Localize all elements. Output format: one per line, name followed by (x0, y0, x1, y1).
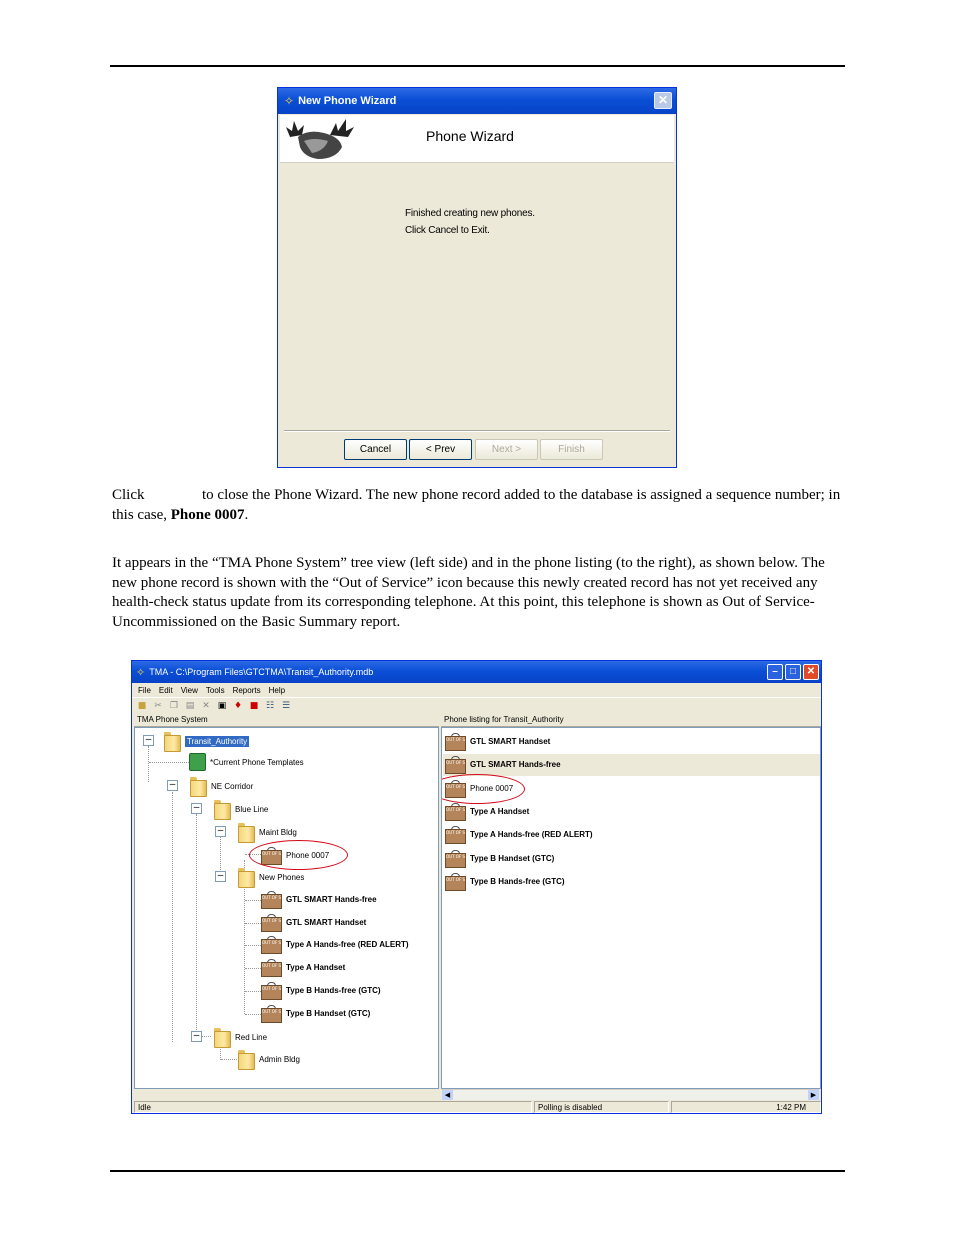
listing-label: Phone 0007 (470, 783, 514, 793)
tree-pane[interactable] (134, 727, 439, 1089)
collapse-blue-line-icon[interactable]: – (191, 803, 202, 814)
tree-label-phone: Type B Hands-free (GTC) (286, 985, 381, 995)
menu-edit[interactable]: Edit (158, 685, 173, 695)
report-icon[interactable]: ■ (249, 700, 259, 711)
phone-number-bold: Phone 0007 (170, 506, 245, 523)
wizard-title: New Phone Wizard (298, 95, 397, 107)
out-of-service-icon (445, 826, 465, 842)
folder-icon (213, 799, 231, 819)
tree-node-phone[interactable] (261, 959, 345, 975)
folder-icon (237, 1049, 255, 1069)
new-phone-wizard-window (277, 87, 677, 468)
listing-label: Type B Hands-free (GTC) (470, 876, 565, 886)
description-paragraph: It appears in the “TMA Phone System” tree view (left side) and in the phone listing (to the right), as shown below. The new phone record is shown with the “Out of Service” icon because this newly created record has not yet received any health-check status update from its corresponding telephone. At this point, this telephone is shown as Out of Service-Uncommissioned on the Basic Summary report. (112, 555, 825, 630)
tree-pane-header: TMA Phone System (134, 714, 439, 727)
out-of-service-icon (445, 756, 465, 772)
wizard-title-bar[interactable] (278, 88, 676, 114)
scroll-left-icon[interactable]: ◀ (442, 1090, 453, 1100)
paste-icon[interactable]: ▤ (185, 700, 195, 711)
wizard-app-icon: ✧ (284, 94, 295, 108)
wizard-heading: Phone Wizard (426, 128, 514, 144)
tree-label-maint-bldg: Maint Bldg (259, 827, 297, 837)
out-of-service-icon (445, 873, 465, 889)
listing-row[interactable] (445, 826, 593, 842)
out-of-service-icon (261, 891, 281, 907)
properties-icon[interactable]: ▣ (217, 700, 227, 711)
listing-label: Type B Handset (GTC) (470, 853, 555, 863)
top-rule (110, 65, 845, 67)
folder-icon (213, 1027, 231, 1047)
cancel-button[interactable]: Cancel (344, 439, 407, 460)
listing-label: GTL SMART Handset (470, 736, 551, 746)
listing-pane-header: Phone listing for Transit_Authority (441, 714, 821, 727)
sort-icon[interactable]: ☰ (281, 700, 291, 711)
listing-row[interactable] (445, 803, 529, 819)
tree-label-admin-bldg: Admin Bldg (259, 1054, 300, 1064)
tree-node-phone[interactable] (261, 891, 377, 907)
status-bar (132, 1100, 821, 1113)
paragraph-period: . (244, 506, 249, 523)
tree-label-red-line: Red Line (235, 1032, 268, 1042)
wizard-close-icon[interactable]: ✕ (654, 92, 672, 109)
collapse-new-phones-icon[interactable]: – (215, 871, 226, 882)
folder-icon (237, 867, 255, 887)
tma-main-window (131, 660, 822, 1114)
paragraph-close-text: to close the Phone Wizard. The new phone record added to the database is assigned a sequence number; in this case, (112, 487, 841, 523)
status-polling: Polling is disabled (534, 1101, 669, 1113)
bottom-rule (110, 1170, 845, 1172)
listing-row[interactable] (445, 733, 550, 749)
folder-icon (237, 822, 255, 842)
collapse-transit-authority-icon[interactable]: – (143, 735, 154, 746)
wizard-header-panel (280, 115, 674, 163)
tree-label-phone: Type A Hands-free (RED ALERT) (286, 939, 409, 949)
prev-button[interactable]: < Prev (409, 439, 472, 460)
out-of-service-icon (261, 914, 281, 930)
delete-icon[interactable]: ✕ (202, 700, 210, 711)
tree-node-red-line[interactable] (213, 1027, 267, 1047)
tree-node-blue-line[interactable] (213, 799, 268, 819)
tree-label-blue-line: Blue Line (235, 804, 269, 814)
listing-row[interactable] (445, 850, 554, 866)
tree-node-admin-bldg[interactable] (237, 1049, 300, 1069)
tree-node-phone[interactable] (261, 1005, 370, 1021)
tree-node-maint-bldg[interactable] (237, 822, 297, 842)
phone-template-icon (189, 753, 206, 771)
tree-label-new-phones: New Phones (259, 872, 305, 882)
network-icon[interactable]: ☷ (265, 700, 275, 711)
close-icon[interactable]: ✕ (803, 664, 819, 680)
out-of-service-icon (261, 982, 281, 998)
wizard-message-line1: Finished creating new phones. (405, 208, 535, 219)
listing-row[interactable] (445, 756, 561, 772)
paragraph-click: Click (112, 487, 145, 503)
tree-label-root: Transit_Authority (187, 736, 248, 746)
minimize-icon[interactable]: – (767, 664, 783, 680)
open-folder-icon[interactable]: ■ (137, 700, 147, 711)
tree-node-transit-authority[interactable] (163, 731, 249, 751)
toolbar (132, 697, 821, 713)
out-of-service-icon (261, 936, 281, 952)
tree-label-phone: Type B Handset (GTC) (286, 1008, 371, 1018)
cut-icon[interactable]: ✂ (154, 700, 162, 711)
out-of-service-icon (445, 803, 465, 819)
listing-label: GTL SMART Hands-free (470, 759, 561, 769)
out-of-service-icon (445, 850, 465, 866)
menu-bar (132, 683, 821, 697)
tree-node-new-phones[interactable] (237, 867, 304, 887)
collapse-maint-bldg-icon[interactable]: – (215, 826, 226, 837)
listing-row[interactable] (445, 873, 565, 889)
tree-label-templates: *Current Phone Templates (210, 757, 304, 767)
tma-app-icon: ✧ (136, 665, 146, 679)
tree-node-ne-corridor[interactable] (189, 776, 253, 796)
listing-label: Type A Handset (470, 806, 530, 816)
next-button[interactable]: Next > (475, 439, 538, 460)
out-of-service-icon (261, 1005, 281, 1021)
alert-icon[interactable]: ♦ (233, 700, 243, 711)
tree-node-phone[interactable] (261, 936, 409, 952)
tree-label-phone: GTL SMART Hands-free (286, 894, 377, 904)
menu-tools[interactable]: Tools (205, 685, 225, 695)
menu-file[interactable]: File (138, 685, 151, 695)
listing-label: Type A Hands-free (RED ALERT) (470, 829, 593, 839)
tree-label-phone-0007: Phone 0007 (286, 850, 330, 860)
tree-node-phone[interactable] (261, 914, 366, 930)
tree-node-phone[interactable] (261, 982, 381, 998)
folder-icon (189, 776, 207, 796)
tree-label-phone: Type A Handset (286, 962, 346, 972)
moose-logo-icon (284, 117, 358, 161)
tree-node-templates[interactable] (189, 753, 304, 771)
folder-icon (163, 731, 181, 751)
menu-reports[interactable]: Reports (232, 685, 261, 695)
tma-title: TMA - C:\Program Files\GTCTMA\Transit_Authority.mdb (149, 667, 374, 677)
tma-title-bar[interactable] (132, 661, 821, 683)
menu-view[interactable]: View (180, 685, 198, 695)
copy-icon[interactable]: ❐ (169, 700, 179, 711)
status-idle: Idle (134, 1101, 532, 1113)
phone-listing-pane[interactable] (441, 727, 821, 1089)
highlight-ring-tree (249, 840, 348, 870)
collapse-red-line-icon[interactable]: – (191, 1031, 202, 1042)
scroll-right-icon[interactable]: ▶ (808, 1090, 819, 1100)
tree-label-ne-corridor: NE Corridor (211, 781, 254, 791)
maximize-icon[interactable]: □ (785, 664, 801, 680)
instruction-paragraph (112, 486, 852, 525)
wizard-separator (284, 430, 670, 432)
out-of-service-icon (261, 959, 281, 975)
collapse-ne-corridor-icon[interactable]: – (167, 780, 178, 791)
highlight-ring-listing (441, 774, 525, 804)
menu-help[interactable]: Help (268, 685, 286, 695)
horizontal-scrollbar[interactable] (442, 1089, 819, 1100)
out-of-service-icon (445, 733, 465, 749)
finish-button[interactable]: Finish (540, 439, 603, 460)
tree-label-phone: GTL SMART Handset (286, 917, 367, 927)
status-time: 1:42 PM (671, 1101, 821, 1113)
wizard-message-line2: Click Cancel to Exit. (405, 225, 490, 236)
